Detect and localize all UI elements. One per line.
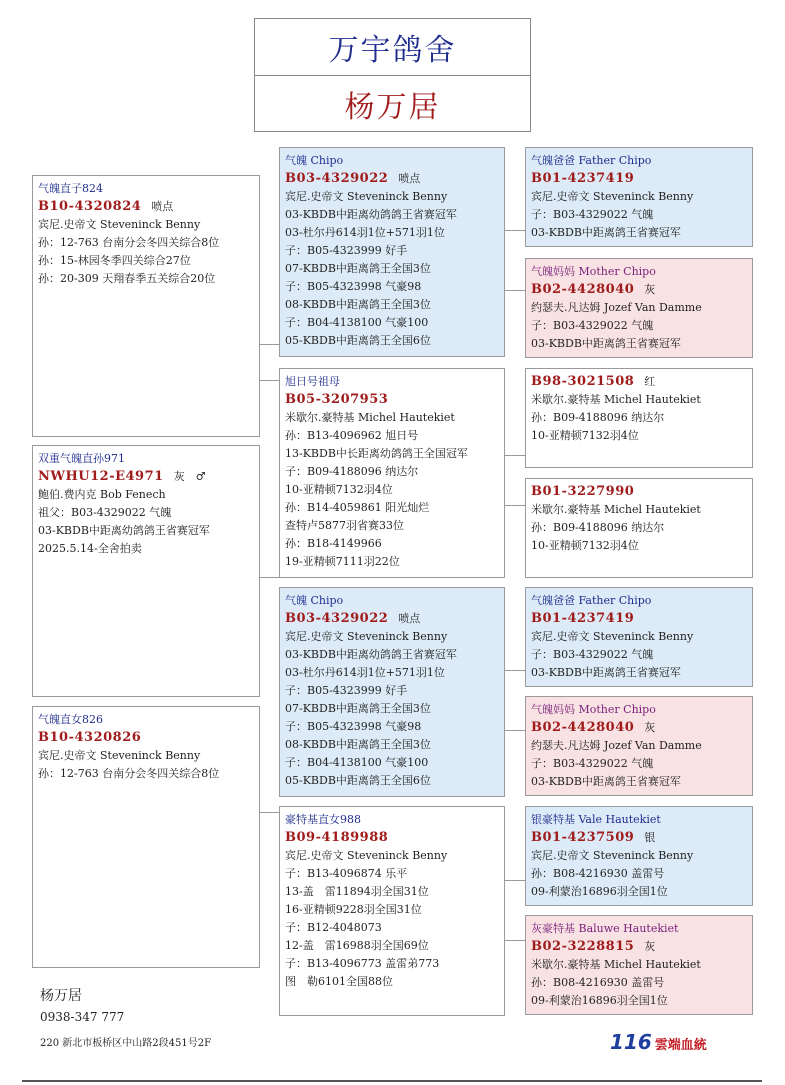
pedigree-card-subject: [32, 445, 260, 697]
card-line: 子：B05-4323998 气豪98: [285, 280, 422, 293]
card-line: 子：B03-4329022 气魄: [531, 757, 654, 770]
connector-line: [259, 344, 280, 345]
connector-line: [504, 940, 525, 941]
card-line: 米歇尔.豪特基 Michel Hautekiet: [531, 503, 701, 516]
ring-number: B05-3207953: [285, 392, 389, 407]
card-label: 银豪特基 Vale Hautekiet: [531, 813, 661, 826]
card-label: 气魄 Chipo: [285, 594, 344, 607]
pedigree-card-gd3: [525, 696, 753, 796]
card-line: 图 勒6101全国88位: [285, 975, 393, 988]
ring-number: B01-4237509: [531, 830, 635, 845]
ring-number: B02-3228815: [531, 939, 635, 954]
connector-line: [504, 730, 525, 731]
card-line: 宾尼.史帝文 Steveninck Benny: [38, 749, 201, 762]
card-label: 气魄爸爸 Father Chipo: [531, 154, 652, 167]
card-line: 子：B13-4096874 乐平: [285, 867, 408, 880]
owner-name-title: 杨万居: [344, 90, 441, 125]
card-line: 宾尼.史帝文 Steveninck Benny: [38, 218, 201, 231]
card-line: 09-利蒙治16896羽全国1位: [531, 885, 668, 898]
color-note: 喷点: [398, 172, 421, 185]
card-line: 子：B12-4048073: [285, 921, 382, 934]
card-label: 气魄直子824: [38, 182, 103, 195]
connector-line: [504, 505, 525, 506]
pedigree-card-sire: [279, 147, 505, 357]
card-line: 03-杜尔丹614羽1位+571羽1位: [285, 666, 445, 679]
ring-number: B10-4320826: [38, 730, 142, 745]
card-line: 子：B04-4138100 气豪100: [285, 756, 429, 769]
pedigree-card-gd2: [525, 478, 753, 578]
card-label: 气魄妈妈 Mother Chipo: [531, 703, 656, 716]
card-line: 孙：B14-4059861 阳光灿烂: [285, 501, 430, 514]
pedigree-card-gs3: [525, 587, 753, 687]
card-line: 宾尼.史帝文 Steveninck Benny: [531, 190, 694, 203]
color-note: 灰: [644, 283, 656, 296]
color-note: 灰: [644, 940, 656, 953]
card-line: 孙：20-309 天翔春季五关综合20位: [38, 272, 216, 285]
pedigree-card-dam: [279, 368, 505, 578]
card-line: 查特卢5877羽省赛33位: [285, 519, 404, 532]
loft-name: 万宇鸽舍: [255, 19, 530, 76]
card-line: 10-亚精顿7132羽4位: [531, 429, 639, 442]
card-line: 米歇尔.豪特基 Michel Hautekiet: [285, 411, 455, 424]
footer-address: 220 新北市板桥区中山路2段451号2F: [40, 1038, 212, 1049]
connector-line: [504, 230, 525, 231]
connector-line: [504, 670, 525, 671]
card-line: 子：B03-4329022 气魄: [531, 208, 654, 221]
card-line: 09-利蒙治16896羽全国1位: [531, 994, 668, 1007]
pedigree-card-gd1: [525, 258, 753, 358]
header-title-box: [254, 18, 531, 132]
card-line: 03-KBDB中距离鸽王省赛冠军: [531, 226, 681, 239]
card-line: 05-KBDB中距离鸽王全国6位: [285, 334, 431, 347]
card-line: 子：B03-4329022 气魄: [531, 319, 654, 332]
card-label: 气魄 Chipo: [285, 154, 344, 167]
card-line: 19-亚精顿7111羽22位: [285, 555, 400, 568]
card-line: 03-杜尔丹614羽1位+571羽1位: [285, 226, 445, 239]
pedigree-card-offspring2: [32, 706, 260, 968]
pedigree-card-offspring1: [32, 175, 260, 437]
card-line: 祖父：B03-4329022 气魄: [38, 506, 172, 519]
card-label: 气魄妈妈 Mother Chipo: [531, 265, 656, 278]
card-line: 13-KBDB中长距离幼鸽鸽王全国冠军: [285, 447, 468, 460]
card-line: 孙：12-763 台南分会冬四关综合8位: [38, 236, 220, 249]
card-label: 豪特基直女988: [285, 813, 361, 826]
card-line: 03-KBDB中距离鸽王省赛冠军: [531, 666, 681, 679]
connector-line: [259, 380, 280, 381]
ring-number: B03-4329022: [285, 611, 389, 626]
ring-number: B03-4329022: [285, 171, 389, 186]
card-line: 米歇尔.豪特基 Michel Hautekiet: [531, 958, 701, 971]
bottom-rule: [22, 1080, 762, 1082]
card-line: 2025.5.14-全舍拍卖: [38, 542, 142, 555]
card-line: 孙：B18-4149966: [285, 537, 382, 550]
card-line: 10-亚精顿7132羽4位: [531, 539, 639, 552]
ring-number: NWHU12-E4971: [38, 469, 164, 484]
card-line: 孙：B09-4188096 纳达尔: [531, 521, 665, 534]
card-line: 子：B13-4096773 盖雷弟773: [285, 957, 440, 970]
card-line: 孙：12-763 台南分会冬四关综合8位: [38, 767, 220, 780]
card-line: 16-亚精顿9228羽全国31位: [285, 903, 422, 916]
card-line: 03-KBDB中距离鸽王省赛冠军: [531, 337, 681, 350]
card-line: 05-KBDB中距离鸽王全国6位: [285, 774, 431, 787]
card-label: 双重气魄直孙971: [38, 452, 125, 465]
card-line: 孙：B08-4216930 盖雷号: [531, 867, 665, 880]
pedigree-card-gs1: [525, 147, 753, 247]
logo-number: 116: [610, 1030, 652, 1054]
color-note: 喷点: [398, 612, 421, 625]
ring-number: B10-4320824: [38, 199, 142, 214]
card-line: 孙：15-林园冬季四关综合27位: [38, 254, 191, 267]
card-line: 宾尼.史帝文 Steveninck Benny: [285, 190, 448, 203]
card-line: 子：B04-4138100 气豪100: [285, 316, 429, 329]
ring-number: B02-4428040: [531, 720, 635, 735]
ring-number: B01-4237419: [531, 611, 635, 626]
color-note: 银: [644, 831, 656, 844]
logo-text: 雲端血統: [654, 1038, 707, 1053]
connector-line: [504, 880, 525, 881]
color-note: 喷点: [151, 200, 174, 213]
card-line: 约瑟夫.凡达姆 Jozef Van Damme: [531, 739, 702, 752]
card-line: 07-KBDB中距离鸽王全国3位: [285, 262, 431, 275]
pedigree-card-gs2: [525, 368, 753, 468]
card-line: 08-KBDB中距离鸽王全国3位: [285, 298, 431, 311]
ring-number: B98-3021508: [531, 374, 635, 389]
connector-line: [504, 455, 525, 456]
card-line: 03-KBDB中距离幼鸽鸽王省赛冠军: [285, 208, 457, 221]
card-line: 07-KBDB中距离鸽王全国3位: [285, 702, 431, 715]
ring-number: B01-4237419: [531, 171, 635, 186]
card-line: 10-亚精顿7132羽4位: [285, 483, 393, 496]
ring-number: B02-4428040: [531, 282, 635, 297]
pedigree-card-sire2: [279, 587, 505, 797]
card-line: 米歇尔.豪特基 Michel Hautekiet: [531, 393, 701, 406]
card-line: 子：B05-4323998 气豪98: [285, 720, 422, 733]
card-line: 子：B05-4323999 好手: [285, 684, 408, 697]
footer-phone: 0938-347 777: [40, 1010, 125, 1024]
card-line: 03-KBDB中距离幼鸽鸽王省赛冠军: [285, 648, 457, 661]
color-note: 灰: [644, 721, 656, 734]
footer-owner: 杨万居: [40, 988, 82, 1004]
color-note: 红: [644, 375, 656, 388]
card-label: 气魄爸爸 Father Chipo: [531, 594, 652, 607]
card-label: 灰豪特基 Baluwe Hautekiet: [531, 922, 679, 935]
card-line: 孙：B08-4216930 盖雷号: [531, 976, 665, 989]
card-line: 03-KBDB中距离鸽王省赛冠军: [531, 775, 681, 788]
connector-line: [259, 812, 280, 813]
card-line: 孙：B13-4096962 旭日号: [285, 429, 419, 442]
card-line: 08-KBDB中距离鸽王全国3位: [285, 738, 431, 751]
card-label: 气魄直女826: [38, 713, 103, 726]
card-line: 子：B05-4323999 好手: [285, 244, 408, 257]
color-note: 灰 ♂: [173, 470, 206, 483]
card-line: 约瑟夫.凡达姆 Jozef Van Damme: [531, 301, 702, 314]
pedigree-card-gs4: [525, 806, 753, 906]
ring-number: B01-3227990: [531, 484, 635, 499]
connector-line: [504, 290, 525, 291]
card-line: 宾尼.史帝文 Steveninck Benny: [531, 630, 694, 643]
card-line: 宾尼.史帝文 Steveninck Benny: [285, 630, 448, 643]
card-line: 孙：B09-4188096 纳达尔: [531, 411, 665, 424]
brand-logo: [610, 1030, 730, 1056]
ring-number: B09-4189988: [285, 830, 389, 845]
connector-line: [259, 577, 280, 578]
card-line: 子：B09-4188096 纳达尔: [285, 465, 419, 478]
pedigree-card-gd4: [525, 915, 753, 1015]
card-line: 子：B03-4329022 气魄: [531, 648, 654, 661]
card-label: 旭日号祖母: [285, 375, 340, 388]
card-line: 鲍伯.费内克 Bob Fenech: [38, 488, 166, 501]
card-line: 宾尼.史帝文 Steveninck Benny: [531, 849, 694, 862]
card-line: 宾尼.史帝文 Steveninck Benny: [285, 849, 448, 862]
card-line: 03-KBDB中距离幼鸽鸽王省赛冠军: [38, 524, 210, 537]
card-line: 13-盖 雷11894羽全国31位: [285, 885, 429, 898]
pedigree-card-dam2: [279, 806, 505, 1016]
card-line: 12-盖 雷16988羽全国69位: [285, 939, 429, 952]
